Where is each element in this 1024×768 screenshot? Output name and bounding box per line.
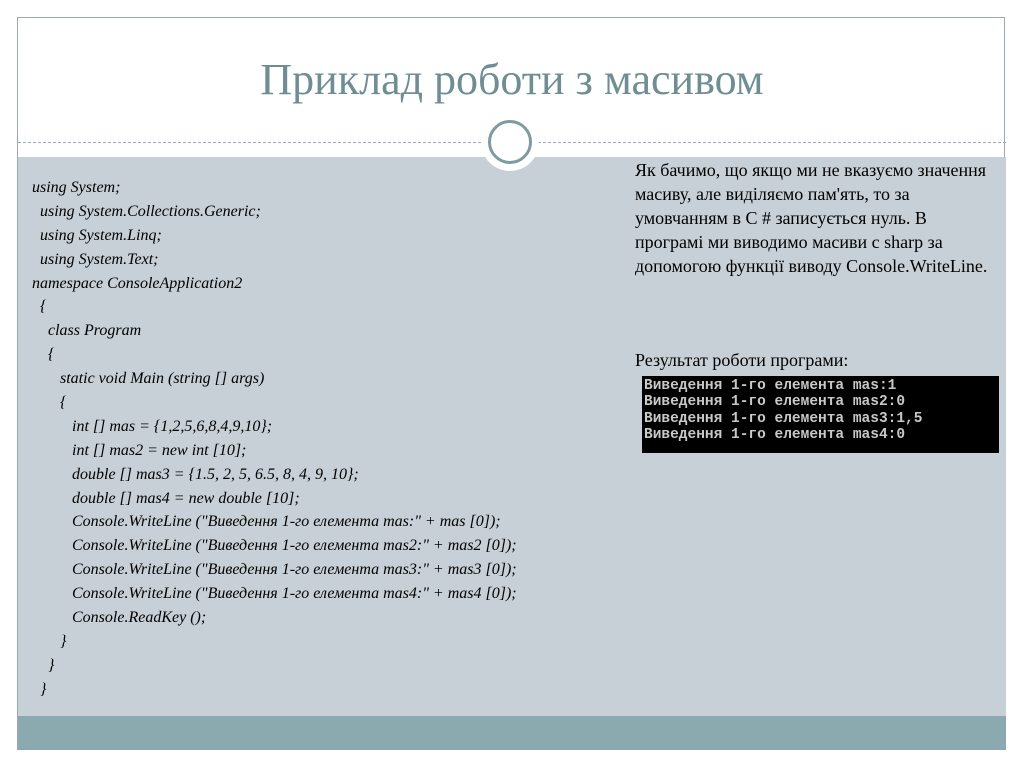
code-line: using System.Linq; (32, 226, 162, 244)
code-line: int [] mas = {1,2,5,6,8,4,9,10}; (32, 417, 273, 435)
code-line: using System.Text; (32, 250, 159, 268)
code-listing (32, 176, 652, 702)
console-line: Виведення 1-го елемента mas:1 (644, 378, 897, 394)
code-line: } (32, 680, 47, 698)
code-line: int [] mas2 = new int [10]; (32, 441, 247, 459)
code-line: double [] mas3 = {1.5, 2, 5, 6.5, 8, 4, 9, 10}; (32, 465, 359, 483)
slide (17, 17, 1005, 750)
console-line: Виведення 1-го елемента mas4:0 (644, 426, 906, 443)
code-line: } (32, 656, 55, 674)
description-text (635, 158, 995, 278)
code-line: using System; (32, 179, 121, 196)
footer-band (18, 716, 1006, 750)
code-line: namespace ConsoleApplication2 (32, 274, 243, 292)
description-paragraph: Як бачимо, що якщо ми не вказуємо значення масиву, але виділяємо пам'ять, то за умовчанням в C # записується нуль. В програмі ми виводимо масиви c sharp за допомогою функції виводу Console.WriteLine. (635, 160, 988, 276)
code-line: Console.ReadKey (); (32, 609, 207, 627)
result-label: Результат роботи програми: (635, 350, 849, 370)
code-line: static void Main (string [] args) (32, 370, 265, 388)
slide-title: Приклад роботи з масивом (260, 55, 764, 104)
code-line: Console.WriteLine ("Виведення 1-го елемента mas2:" + mas2 [0]); (32, 537, 517, 555)
code-line: Console.WriteLine ("Виведення 1-го елемента mas:" + mas [0]); (32, 513, 501, 531)
code-line: { (32, 394, 67, 412)
code-line: double [] mas4 = new double [10]; (32, 489, 300, 507)
code-line: } (32, 632, 67, 650)
console-line: Виведення 1-го елемента mas3:1,5 (644, 410, 923, 427)
console-line: Виведення 1-го елемента mas2:0 (644, 394, 906, 411)
circle-ornament-icon (488, 120, 532, 164)
code-line: Console.WriteLine ("Виведення 1-го елемента mas4:" + mas4 [0]); (32, 585, 517, 603)
console-output-screenshot (642, 376, 999, 453)
code-line: using System.Collections.Generic; (32, 202, 261, 220)
code-line: Console.WriteLine ("Виведення 1-го елемента mas3:" + mas3 [0]); (32, 561, 517, 579)
code-line: { (32, 346, 55, 364)
code-line: class Program (32, 322, 142, 340)
code-line: { (32, 298, 47, 316)
